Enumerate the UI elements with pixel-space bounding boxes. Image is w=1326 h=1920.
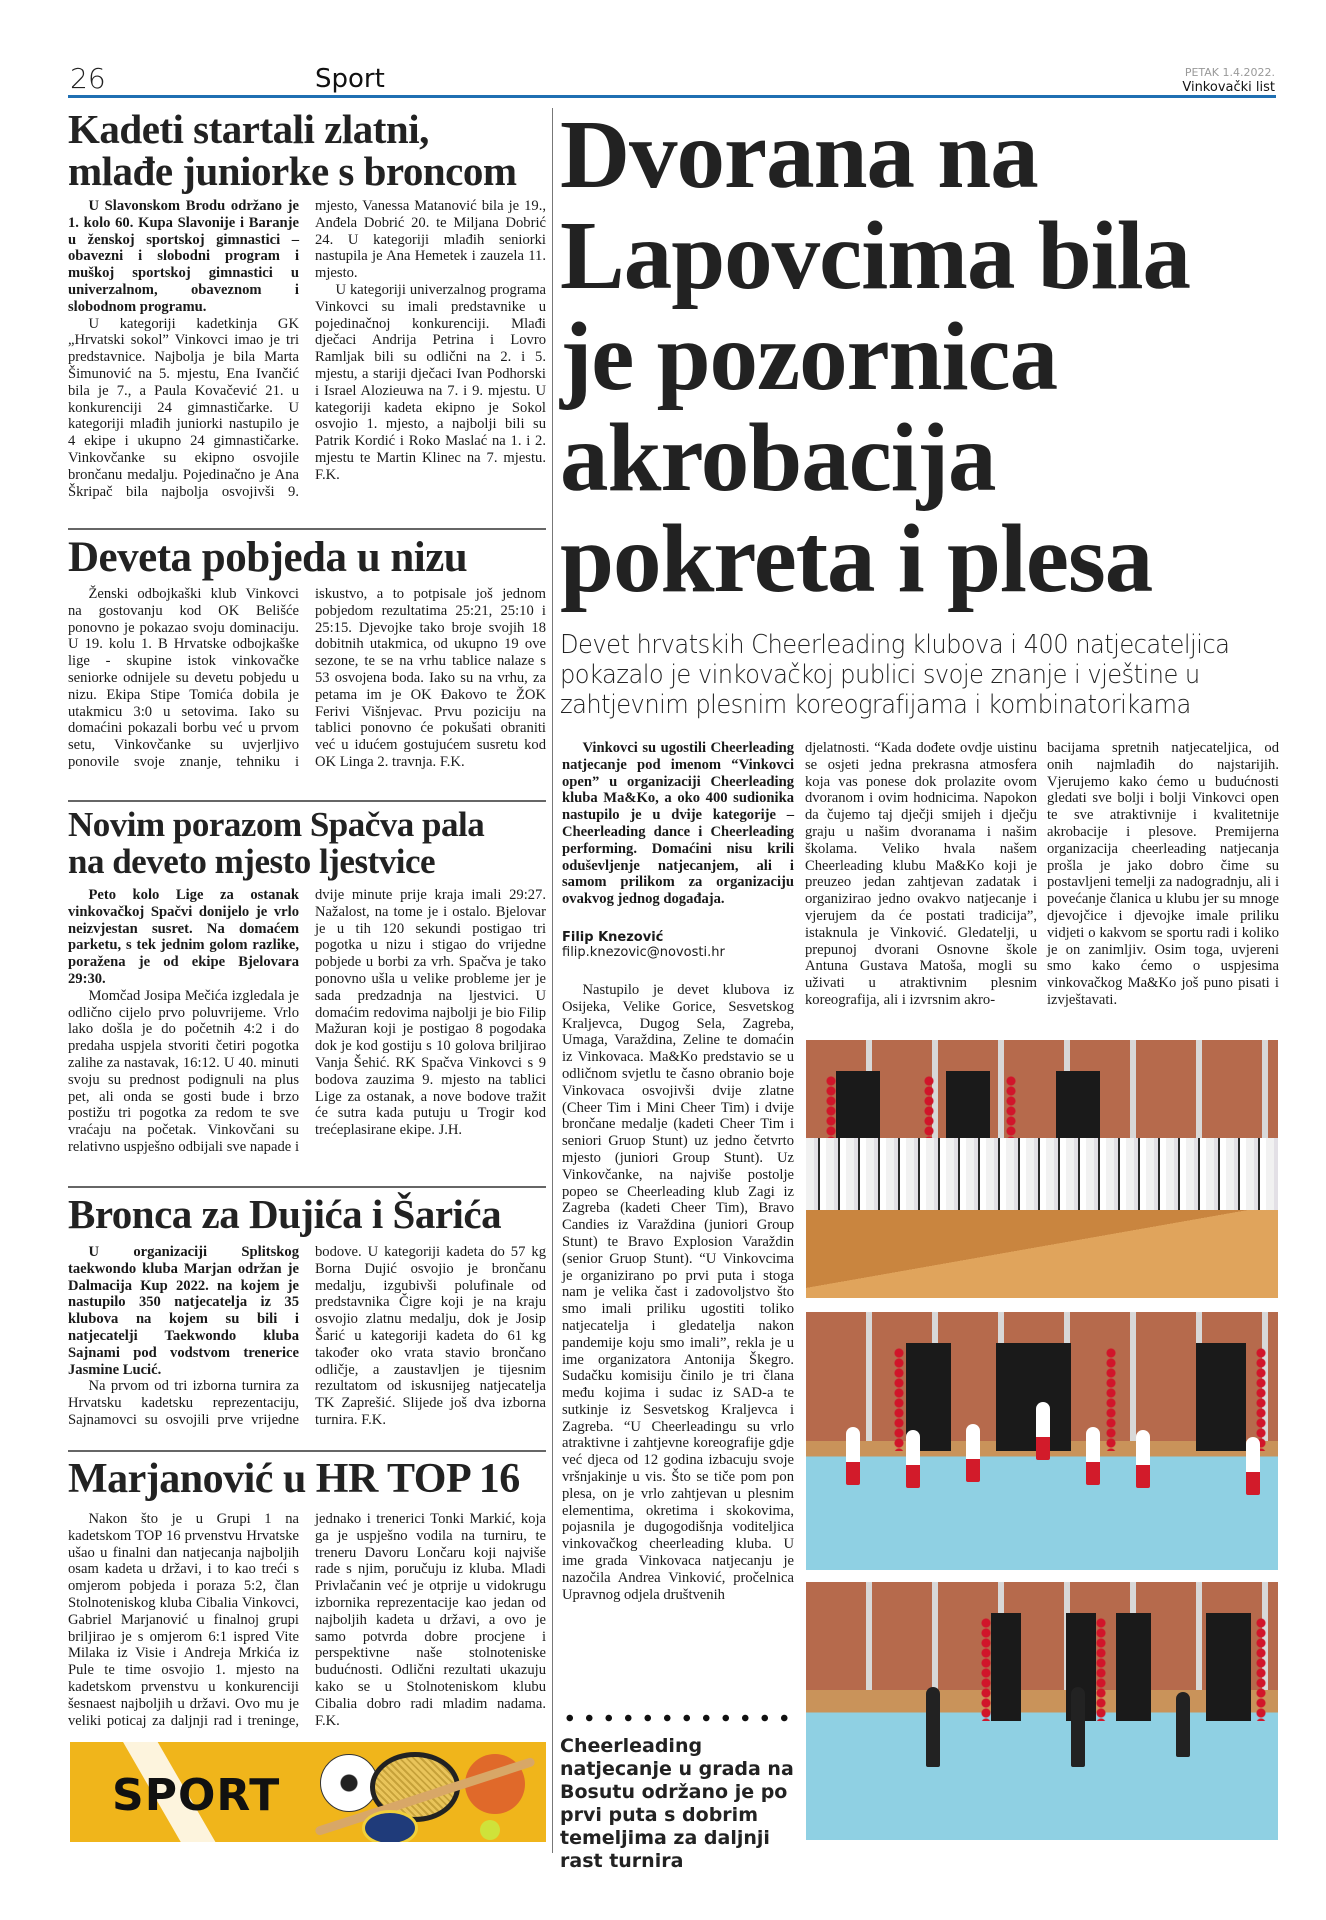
article-headline [68,108,548,192]
headline-line: Lapovcima bila [560,202,1191,309]
dancer [1071,1687,1085,1767]
balloon-column [1256,1348,1266,1451]
balloon-column [894,1348,904,1451]
article-divider [68,528,546,530]
column-divider [552,108,553,1853]
newspaper-name: Vinkovački list [1182,80,1275,95]
article-body [68,887,546,1177]
sport-banner-ad[interactable] [70,1742,546,1842]
curtain [1196,1343,1246,1451]
main-column-3 [1047,740,1279,1009]
article-paragraph: U kategoriji univerzalnog programa Vinkovci su imali predstavnike u pojedinačnoj konkurenciji. Mlađi dječaci Andrija Petrina i Lovro Ramljak bili su odlični na 2. i 5. mjestu, a stariji dječaci Ivan Podhorski i Israel Alozieuwa na 7. i 9. mjestu. U kategoriji kadeta ekipno je Sokol osvojio 1. mjesto, a najbolji bili su Patrik Kordić i Roko Maslać na 1. i 2. mjestu te Martin Klinec na 7. mjestu. F.K. [315,281,546,483]
article-paragraph: Ženski odbojkaški klub Vinkovci na gostovanju kod OK Belišće ponovno je pokazao svoju dominaciju. U 19. kolu 1. B Hrvatske odbojkaške lige - skupine istok vinkovačke seniorke odnijele su devetu pobjedu u nizu. Ekipa Stipe Tomića dobila je utakmicu 3:0 u setovima. Iako su domaćini pokazali borbu već u prvom setu, Vinkovčanke su uvjerljivo ponovile svoje znanje, tehniku i iskustvo, a to potpisale još jednom pobjedom rezultatima 25:21, 25:10 i 25:15. Djevojke tako broje svojih 18 dobitnih utakmica, od ukupno 19 ove sezone, te se na vrhu tablice nalaze s 53 osvojena boda. Iako su na vrhu, za petama im je OK Đakovo te ŽOK Ferivi Višnjevac. Prvu poziciju na tablici ponovno će pokušati obraniti već u idućem gostujućem susretu kod OK Linga 2. travnja. F.K. [68,586,546,770]
headline-line: na deveto mjesto ljestvice [68,842,436,881]
curtain [1206,1613,1251,1721]
balloon-column [1106,1348,1116,1451]
balloon-column [1096,1618,1106,1721]
dancer [1086,1427,1100,1485]
header-rule [68,95,1276,98]
dancer [926,1687,940,1767]
article-headline: Deveta pobjeda u nizu [68,534,468,581]
article-body [68,198,546,520]
article-paragraph: Na prvom od tri izborna turnira za Hrvatsku kadetsku reprezentaciju, Sajnamovci su osvojili prve vrijedne bodove. U kategoriji kadeta do 57 kg Borna Dujić osvojio je brončanu medalju, izgubivši polufinale od predstavnika Čigre koji je na kraju osvojio zlatnu medalju, dok je Josip Šarić u kategoriji kadeta do 61 kg također oko vrata stavio brončano odličje, a zaustavljen je tijesnim rezultatom od iskusnijeg natjecatelja TK Zaprešić. Slijede još dva izborna turnira. F.K. [68,1244,546,1428]
dancer [1036,1402,1050,1460]
article-lead: U organizaciji Splitskog taekwondo kluba Marjan održan je Dalmacija Kup 2022. na kojem je nastupilo 350 natjecatelja iz 35 klubova na kojem su bili i natjecatelji Taekwondo kluba Sajnami pod vodstvom trenerice Jasmine Lucić. [68,1244,299,1378]
article-divider [68,800,546,802]
article-lead: U Slavonskom Brodu održano je 1. kolo 60. Kupa Slavonije i Baranje u ženskoj sportskoj gimnastici – obavezni i slobodni program i muškoj sportskoj gimnastici u univerzalnom, obaveznom i slobodnom programu. [68,198,299,315]
dancer [1246,1437,1260,1495]
photo-cheer-routine [806,1312,1278,1570]
photo-floor [806,1441,1278,1570]
article-headline: Bronca za Dujića i Šarića [68,1191,502,1237]
headline-line: Dvorana na [560,101,1038,208]
football-icon [362,1810,418,1842]
dotted-separator [560,1714,795,1722]
article-headline [68,806,548,880]
photo-dance-performance [806,1582,1278,1840]
main-lead: Vinkovci su ugostili Cheerleading natjecanje pod imenom “Vinkovci open” u organizaciji Cheerleading kluba Ma&Ko, a oko 400 sudionika nastupilo je u dvije kategorije – Cheerleading dance i Cheerleading performing. Domaćini nisu krili oduševljenje natjecanjem, ali i samom prilikom za organizaciju ovakvog jednog događaja. [562,740,794,908]
page-number: 26 [70,62,106,95]
banner-text: SPORT [112,1770,281,1821]
article-divider [68,1186,546,1188]
article-body [68,586,546,791]
curtain [991,1613,1021,1721]
dancer [1176,1692,1190,1757]
main-headline [560,101,1290,612]
main-column-2 [805,740,1037,1009]
dancer [966,1424,980,1482]
article-paragraph: djelatnosti. “Kada dođete ovdje uistinu se osjeti jedna prekrasna atmosfera koja vas ponese dok prolazite ovom dvoranom i ovim hodnicima. Napokon da čujemo taj dječji smijeh i dječju graju u našim dvoranama i našim školama. Veliko hvala našem Cheerleading klubu Ma&Ko koji je preuzeo jedan zahtjevan zadatak i organizirao jedno ovakvo natjecanje i vjerujem da će postati tradicija”, istaknula je Vinković. Gledatelji, u prepunoj dvorani Osnovne škole Antuna Gustava Matoša, mogli su uživati u atraktivnim plesnim koreografija, ali i izvrsnim akro- [805,740,1037,1008]
tennis-ball-icon [480,1820,500,1840]
main-column-1 [562,740,794,1603]
curtain [1116,1613,1151,1721]
article-lead: Peto kolo Lige za ostanak vinkovačkoj Spačvi donijelo je vrlo neizvjestan susret. Na domaćem parketu, s tek jednim golom razlike, poražena je od ekipe Bjelovara 29:30. [68,887,299,987]
article-divider [68,1450,546,1452]
main-deck: Devet hrvatskih Cheerleading klubova i 400 natjecateljica pokazalo je vinkovačkoj publici svoje znanje i vještine u zahtjevnim plesnim koreografijama i kombinatorikama [560,630,1230,720]
article-paragraph: Nakon što je u Grupi 1 na kadetskom TOP 16 prvenstvu Hrvatske ušao u finalni dan natjecanja najboljih osam kadeta u državi, i to kao treći s omjerom pobjeda i poraza 5:2, član Stolnoteniskog kluba Cibalia Vinkovci, Gabriel Marjanović u finalnoj grupi briljirao je s omjerom 6:1 ispred Vite Milaka iz Visie i Andreja Mrkića iz Pule te time osvojio 1. mjesto na kadetskom prvenstvu u konkurenciji šesnaest najboljih u državi. Ovo mu je veliki poticaj za daljnji rad i treninge, jednako i trenerici Tonki Markić, koja ga je uspješno vodila na turniru, te treneru Davoru Lončaru koji najviše rade s njim, poručuju iz kluba. Mladi Privlačanin već je otprije u vidokrugu izbornika reprezentacije kao jedan od najboljih kadeta u državi, a ovo je samo potvrda dobre procjene i perspektivne naše stolnoteniske budućnosti. Odlični rezultati ukazuju kako se u Stolnoteniskom klubu Cibalia dobro radi mladim nadama. F.K. [68,1511,546,1729]
article-paragraph: bacijama spretnih natjecateljica, od onih najmlađih do najstarijih. Vjerujemo kako ćemo u budućnosti gledati sve bolji i bolji Vinkovci open te sve atraktivnije i kvalitetnije akrobacije i plesove. Premijerna organizacija cheerleading natjecanja prošla je jako dobro čime su postavljeni temelji za nadogradnju, ali i povećanje članica u klubu jer su mnoge djevojčice i djevojke imale priliku vidjeti o kakvom se sportu radi i koliko je on zanimljiv. Osim toga, uvjereni smo kako ćemo o uspjesima vinkovačkog Ma&Ko još puno pisati i izvještavati. [1047,740,1279,1008]
section-title: Sport [315,64,385,94]
article-headline: Marjanović u HR TOP 16 [68,1456,520,1502]
article-body [68,1244,546,1444]
dancer [1136,1430,1150,1488]
headline-line: je pozornica [560,303,1058,410]
headline-line: akrobacija [560,404,996,511]
dancer [846,1427,860,1485]
dancer [906,1430,920,1488]
article-paragraph: Nastupilo je devet klubova iz Osijeka, Velike Gorice, Sesvetskog Kraljevca, Dugog Sela, Zagreba, Umaga, Varaždina, Zeline te domaćin iz Vinkovaca. Ma&Ko predstavio se u odličnom svjetlu te časno obranio boje Vinkovaca osvojivši dvije zlatne (Cheer Tim i Mini Cheer Tim) i dvije brončane medalje (kadeti Cheer Tim i seniori Gruop Stunt) uz jedno četvrto mjesto (juniori Group Stunt). Uz Vinkovčanke, na najviše postolje popeo se Cheerleading klub Zagi iz Zagreba (kadeti Cheer Tim), Bravo Candies iz Varaždina (juniori Group Stunt) te Bravo Explosion Varaždin (senior Gruop Stunt). “U Vinkovcima je organizirano po prvi puta i stoga nam je velika čast i zadovoljstvo što smo imali priliku ugostiti toliko natjecatelja i gledatelja nakon pandemije koju smo imali”, rekla je u ime organizatora Antonija Škegro. Sudačku komisiju činilo je tri člana među kojima i sudac iz SAD-a te sutkinje iz Sesvetskog Kraljevca i Zagreba. “U Cheerleadingu su vrlo atraktivne i zahtjevne koreografije gdje već djeca od 12 godina izbacuju svoje vršnjakinje u vis. Što se tiče pom pon plesa, on je vrlo zahtjevan u plesnim elementima, okretima i skokovima, pojasnila je dugogodišnja voditeljica vinkovačkog cheerleading kluba. U ime grada Vinkovaca natjecanju je nazočila Andrea Vinković, pročelnica Upravnog odjela društvenih [562,981,794,1603]
article-paragraph: U kategoriji kadetkinja GK „Hrvatski sokol” Vinkovci imao je tri predstavnice. Najbolja je bila Marta Šimunović na 5. mjestu, Ena Ivančić bila je 7., a Paula Kovačević 21. u konkurenciji 24 gimnastičarke. U kategoriji mlađih juniorki nastupilo je 4 ekipe i ukupno 24 gimnastičarke. Vinkovčanke su ekipno osvojile brončanu medalju. Pojedinačno je Ana Škripač bila najbolja osvojivši 9. mjesto, Vanessa Matanović bila je 19., Anđela Dobrić 20. te Miljana Dobrić 24. U kategoriji mlađih seniorki nastupila je Ana Hemetek i zauzela 11. mjesto. [68,198,546,500]
photo-teams-lineup [806,1040,1278,1298]
headline-line: Kadeti startali zlatni, [68,106,429,152]
issue-date: PETAK 1.4.2022. [1184,66,1275,79]
article-paragraph: Momčad Josipa Mečića izgledala je odlično cijelo prvo poluvrijeme. Vrlo lako došla je do početnih 4:2 i do predaha uspjela stvoriti četiri pogotka zalihe za nastavak, 16:12. U 40. minuti svoju su prednost podignuli na plus pet, ali onda se gosti bude i brzo postižu tri pogotka za redom te sve vraćaju na početak. Vinkovčani su relativno uspješno odbijali sve napade i dvije minute prije kraja imali 29:27. Nažalost, na tome je i ostalo. Bjelovar je u tih 120 sekundi postigao tri pogotka u nizu i stigao do vrijedne pobjede u borbi za vrh. Spačva je tako ponovno ušla u velike probleme jer je sada predzadnja na ljestvici. U domaćim redovima najbolji je bio Filip Mažuran koji je postigao 8 pogodaka dok je kod gostiju s 10 golova briljirao Vanja Šehić. RK Spačva Vinkovci s 9 bodova zauzima 9. mjesto na tablici Lige za ostanak, a nove bodove tražit će sutra kada putuju u Trogir kod trećeplasirane ekipe. J.H. [68,887,546,1155]
article-body [68,1511,546,1733]
pull-quote: Cheerleading natjecanje u grada na Bosutu održano je po prvi puta s dobrim temeljima za daljnji rast turnira [560,1735,794,1872]
headline-line: pokreta i plesa [560,505,1153,612]
author-email[interactable]: filip.knezovic@novosti.hr [562,944,725,960]
photo-crowd [806,1138,1278,1210]
curtain [996,1343,1071,1451]
headline-line: Novim porazom Spačva pala [68,805,485,844]
author-name: Filip Knezović [562,929,664,945]
headline-line: mlađe juniorke s broncom [68,148,517,194]
balloon-column [1256,1618,1266,1721]
balloon-column [981,1618,991,1721]
